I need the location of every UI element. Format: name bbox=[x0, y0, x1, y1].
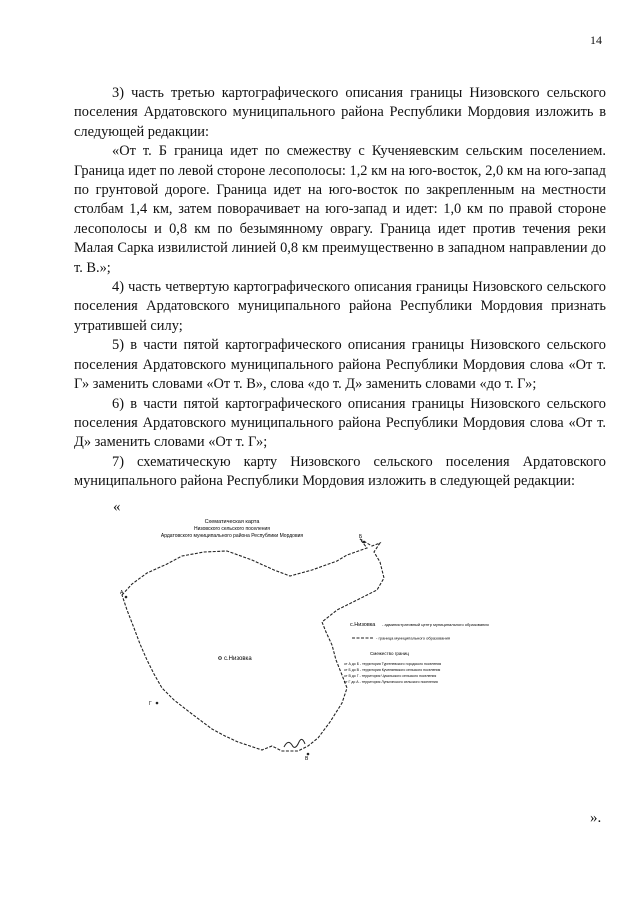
closing-quote: ». bbox=[590, 810, 602, 826]
paragraph-item-7: 7) схематическую карту Низовского сельского поселения Ардатовского муниципального района Республики Мордовия изложить в следующей редакции: bbox=[74, 453, 606, 490]
legend-adjacency-title: Смежество границ bbox=[370, 651, 409, 656]
point-v-label: В bbox=[305, 756, 309, 762]
point-g-label: Г bbox=[149, 701, 152, 707]
legend-adjacency-line: от А до Б - территория Тургеневского городского поселения bbox=[344, 662, 442, 666]
settlement-boundary bbox=[122, 539, 384, 751]
paragraph-item-4: 4) часть четвертую картографического описания границы Низовского сельского поселения Ардатовского муниципального района Республики Мордовия признать утратившей силу; bbox=[74, 279, 606, 334]
opening-quote: « bbox=[113, 499, 121, 515]
paragraph-item-5: 5) в части пятой картографического описания границы Низовского сельского поселения Ардатовского муниципального района Республики Мордовия слова «От т. Г» заменить словами «От т. В», слова «до т. Д» заменить словами «до т. Г»; bbox=[74, 337, 606, 393]
legend-adjacency-line: от Г до А - территория Луньгинского сельского поселения bbox=[344, 680, 438, 684]
village-marker bbox=[219, 657, 222, 660]
point-b-label: Б bbox=[359, 534, 363, 540]
page-number: 14 bbox=[590, 33, 602, 47]
legend-adjacency-line: от Б до В - территория Кученяевского сельского поселения bbox=[344, 668, 441, 672]
map-title-line1: Схематическая карта bbox=[204, 519, 260, 525]
paragraph-item-3: 3) часть третью картографического описания границы Низовского сельского поселения Ардатовского муниципального района Республики Мордовия изложить в следующей редакции: bbox=[74, 85, 606, 140]
point-g-marker bbox=[156, 702, 159, 705]
point-a-label: А bbox=[120, 590, 124, 596]
schematic-map bbox=[112, 510, 492, 775]
map-legend bbox=[344, 622, 489, 684]
paragraph-item-6: 6) в части пятой картографического описания границы Низовского сельского поселения Ардатовского муниципального района Республики Мордовия слова «От т. Д» заменить словами «От т. Г»; bbox=[74, 395, 606, 451]
point-b-marker bbox=[363, 541, 366, 544]
legend-center-text: - административный центр муниципального образования bbox=[382, 622, 489, 627]
legend-center-symbol: с.Низовка bbox=[350, 622, 376, 628]
river-line bbox=[284, 739, 305, 747]
legend-adjacency-line: от В до Г - территория Чукальского сельского поселения bbox=[344, 674, 437, 678]
map-title-line3: Ардатовского муниципального района Республики Мордовия bbox=[160, 533, 304, 539]
document-body bbox=[74, 84, 606, 492]
legend-boundary-text: - граница муниципального образования bbox=[376, 635, 450, 641]
map-title-line2: Низовского сельского поселения bbox=[193, 526, 271, 532]
point-a-marker bbox=[125, 596, 128, 599]
point-v-marker bbox=[307, 753, 310, 756]
village-label: с.Низовка bbox=[224, 656, 252, 662]
paragraph-boundary-description: «От т. Б граница идет по смежеству с Кученяевским сельским поселением. Граница идет по левой стороне лесополосы: 1,2 км на юго-восток, 2,0 км на юго-запад по грунтовой дороге. Граница идет на юго-восток по закрепленным на местности столбам 1,4 км, затем поворачивает на юго-запад и идет: 1,0 км по правой стороне лесополосы и 0,8 км по безымянному оврагу. Граница идет против течения реки Малая Сарка извилистой линией 0,8 км преимущественно в западном направлении до т. В.»; bbox=[74, 143, 606, 276]
